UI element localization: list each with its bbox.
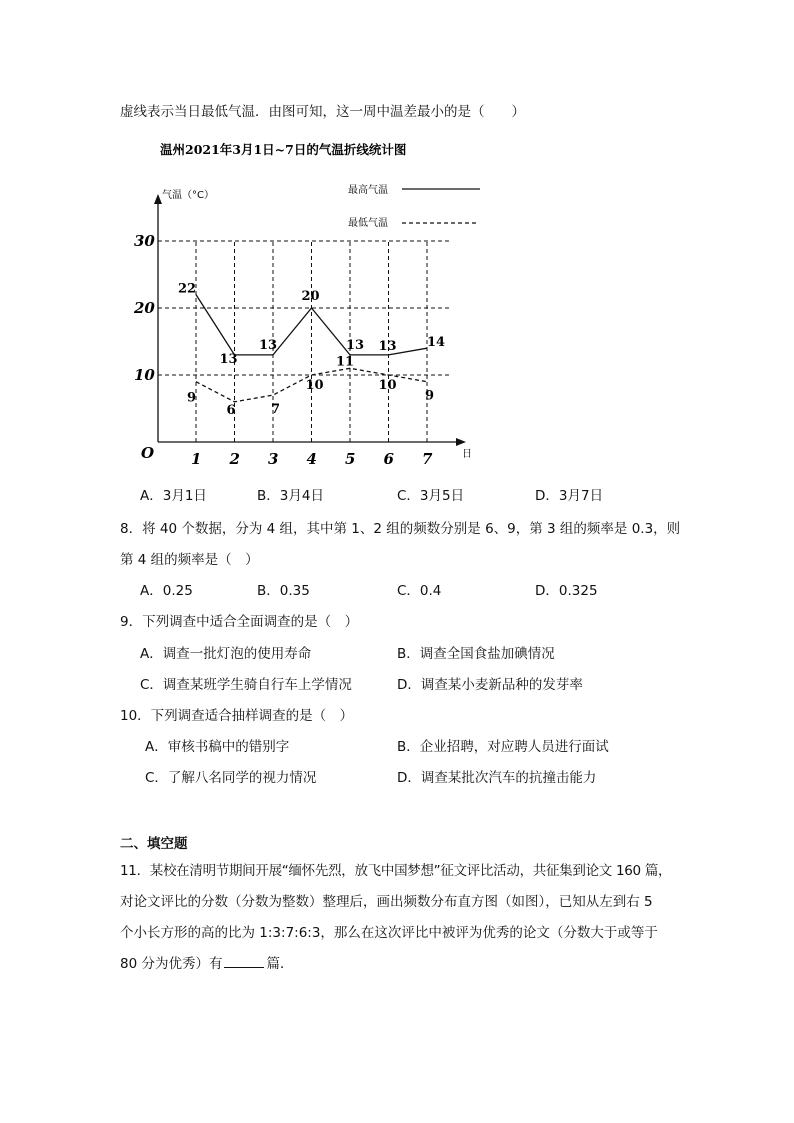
q7-option-c[interactable]: C．3月5日 xyxy=(397,488,465,504)
high-label-day-4: 20 xyxy=(301,289,320,304)
q8-line1: 8．将 40 个数据，分为 4 组，其中第 1、2 组的频数分别是 6、9，第 3 组的频率是 0.3，则 xyxy=(120,521,681,537)
x-axis-arrow xyxy=(456,438,466,446)
y-axis-arrow xyxy=(154,194,162,204)
q10-option-b[interactable]: B．企业招聘，对应聘人员进行面试 xyxy=(397,739,609,755)
q11-line2: 对论文评比的分数（分数为整数）整理后，画出频数分布直方图（如图），已知从左到右 5 xyxy=(120,894,653,910)
q8-option-b[interactable]: B．0.35 xyxy=(257,583,310,599)
q9-option-c[interactable]: C．调查某班学生骑自行车上学情况 xyxy=(140,677,352,693)
y-tick-10: 10 xyxy=(134,366,155,384)
y-tick-20: 20 xyxy=(134,299,155,317)
q7-option-d[interactable]: D．3月7日 xyxy=(535,488,604,504)
x-tick-5: 5 xyxy=(345,450,356,468)
low-label-day-6: 10 xyxy=(378,378,397,393)
q8-option-d[interactable]: D．0.325 xyxy=(535,583,598,599)
x-tick-6: 6 xyxy=(383,450,394,468)
temperature-line-chart xyxy=(120,130,480,470)
q8-option-c[interactable]: C．0.4 xyxy=(397,583,442,599)
q10-option-d[interactable]: D．调查某批次汽车的抗撞击能力 xyxy=(397,770,597,786)
q11-line4-post: 篇． xyxy=(266,956,294,972)
x-tick-labels xyxy=(191,450,433,468)
x-tick-2: 2 xyxy=(229,450,240,468)
x-axis-label: 日 xyxy=(462,449,472,460)
high-label-day-3: 13 xyxy=(259,337,278,353)
q11-line4 xyxy=(120,955,293,973)
grid-lines xyxy=(158,241,450,442)
origin-label: O xyxy=(141,444,155,462)
x-tick-1: 1 xyxy=(191,450,202,468)
y-tick-30: 30 xyxy=(134,232,155,250)
q9-option-a[interactable]: A．调查一批灯泡的使用寿命 xyxy=(140,646,312,662)
chart-title: 温州2021年3月1日~7日的气温折线统计图 xyxy=(160,142,407,157)
low-label-day-3: 7 xyxy=(271,402,281,418)
high-label-day-2: 13 xyxy=(219,351,238,367)
high-label-day-1: 22 xyxy=(178,281,197,297)
q11-line4-pre: 80 分为优秀）有 xyxy=(120,956,223,972)
q7-intro: 虚线表示当日最低气温．由图可知，这一周中温差最小的是（ ） xyxy=(120,104,525,120)
y-tick-labels xyxy=(133,232,155,384)
high-label-day-7: 14 xyxy=(427,335,446,351)
q7-option-b[interactable]: B．3月4日 xyxy=(257,488,324,504)
legend-low-label: 最低气温 xyxy=(348,218,388,229)
q8-option-a[interactable]: A．0.25 xyxy=(140,583,193,599)
q9-stem: 9．下列调查中适合全面调查的是（ ） xyxy=(120,614,359,630)
q11-line1: 11．某校在清明节期间开展“缅怀先烈，放飞中国梦想”征文评比活动，共征集到论文 160 篇， xyxy=(120,863,672,879)
q10-stem: 10．下列调查适合抽样调查的是（ ） xyxy=(120,708,354,724)
q7-option-a[interactable]: A．3月1日 xyxy=(140,488,207,504)
x-tick-7: 7 xyxy=(422,450,433,468)
q9-option-b[interactable]: B．调查全国食盐加碘情况 xyxy=(397,646,555,662)
legend-high-label: 最高气温 xyxy=(348,185,388,196)
low-label-day-4: 10 xyxy=(305,378,324,393)
q9-option-d[interactable]: D．调查某小麦新品种的发芽率 xyxy=(397,677,583,693)
y-axis-label: 气温（°C） xyxy=(162,190,214,201)
q10-option-a[interactable]: A．审核书稿中的错别字 xyxy=(145,739,290,755)
q8-line2: 第 4 组的频率是（ ） xyxy=(120,552,259,568)
low-label-day-5: 11 xyxy=(336,354,355,370)
section-title: 二、填空题 xyxy=(120,836,188,852)
low-label-day-2: 6 xyxy=(226,402,236,418)
high-label-day-5: 13 xyxy=(346,337,365,353)
low-label-day-1: 9 xyxy=(187,390,197,406)
q10-option-c[interactable]: C．了解八名同学的视力情况 xyxy=(145,770,317,786)
x-tick-3: 3 xyxy=(268,450,279,468)
low-label-day-7: 9 xyxy=(425,388,435,404)
x-tick-4: 4 xyxy=(306,450,317,468)
q11-line3: 个小长方形的高的比为 1:3:7:6:3，那么在这次评比中被评为优秀的论文（分数大于或等于 xyxy=(120,925,658,941)
q11-answer-blank[interactable] xyxy=(224,955,264,968)
high-label-day-6: 13 xyxy=(378,338,397,354)
